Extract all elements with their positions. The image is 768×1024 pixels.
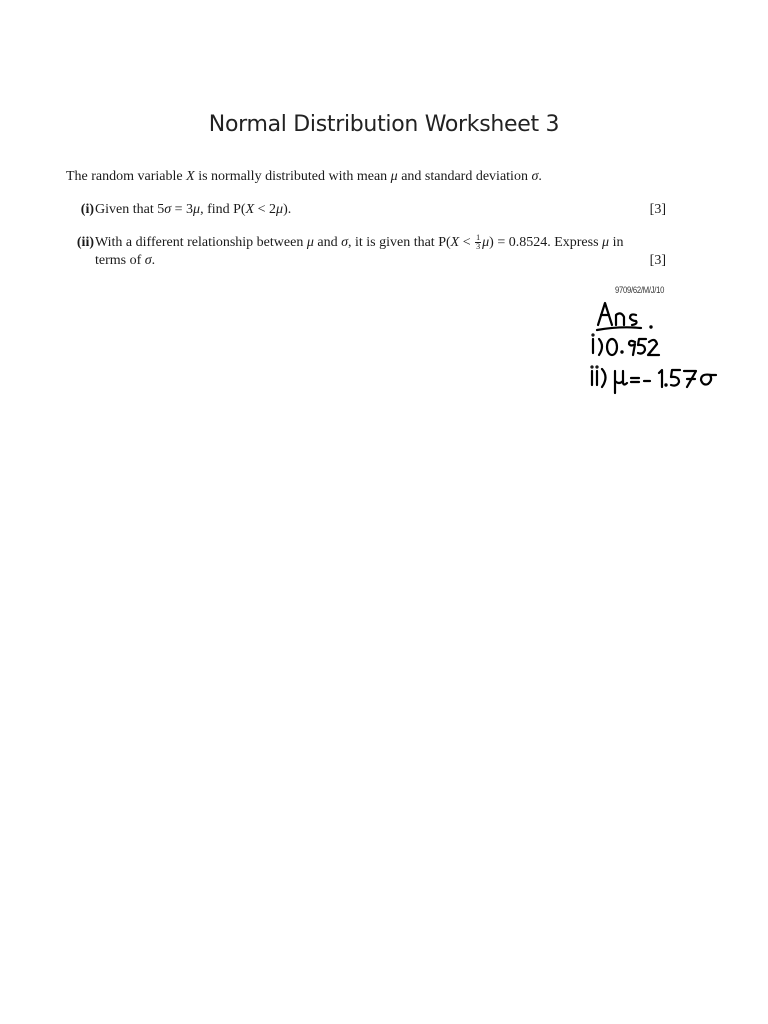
fraction-one-third: $\frac{1}{3}$ bbox=[476, 233, 481, 252]
part-label: (ii) bbox=[76, 235, 94, 250]
paper-reference: 9709/62/M/J/10 bbox=[615, 285, 665, 295]
question-intro: The random variable X is normally distributed with mean μ and standard deviation σ. bbox=[66, 169, 542, 184]
part-text: With a different relationship between μ and σ, it is given that P(X < $\frac{1}{3}$ μ) = 0.8524. Express μ in terms of σ. bbox=[95, 233, 624, 268]
symbol-sigma: σ bbox=[531, 169, 539, 184]
answer-1 bbox=[593, 335, 660, 356]
answer-heading bbox=[597, 303, 652, 330]
variable-x: X bbox=[186, 169, 195, 184]
page-title: Normal Distribution Worksheet 3 bbox=[208, 112, 560, 137]
marks-badge: [3] bbox=[649, 253, 666, 268]
question-part-i bbox=[66, 201, 666, 221]
answer-2 bbox=[592, 367, 717, 394]
handwritten-answers bbox=[575, 295, 765, 405]
part-text: Given that 5σ = 3μ, find P(X < 2μ). bbox=[95, 202, 292, 217]
question-part-ii bbox=[66, 234, 666, 274]
marks-badge: [3] bbox=[649, 202, 666, 217]
symbol-mu: μ bbox=[390, 169, 398, 184]
part-label: (i) bbox=[80, 202, 94, 217]
